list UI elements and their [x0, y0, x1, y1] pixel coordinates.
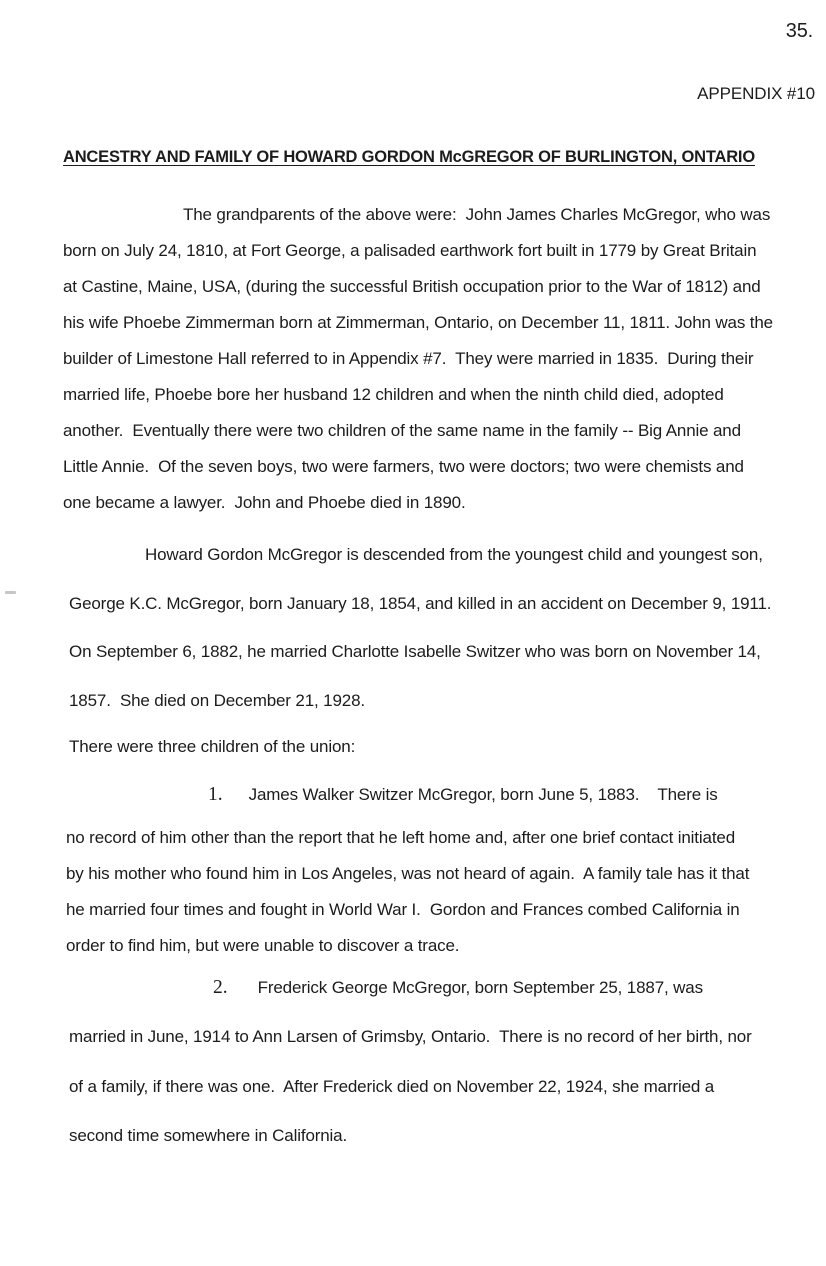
paragraph-howard-descent: [69, 531, 771, 725]
text-line: George K.C. McGregor, born January 18, 1854, and killed in an accident on December 9, 1911.: [69, 593, 772, 613]
list-number-1: 1.: [208, 784, 223, 805]
page-number: 35.: [785, 20, 813, 42]
paragraph-grandparents: [63, 197, 773, 521]
text-line: of a family, if there was one. After Frederick died on November 22, 1924, she married a: [69, 1076, 715, 1096]
child-item-1-body: [66, 820, 749, 964]
text-line: Frederick George McGregor, born September 25, 1887, was: [257, 978, 703, 997]
text-line: at Castine, Maine, USA, (during the successful British occupation prior to the War of 1812) and: [63, 277, 761, 296]
document-title: ANCESTRY AND FAMILY OF HOWARD GORDON McGREGOR OF BURLINGTON, ONTARIO: [63, 148, 755, 166]
text-line: married life, Phoebe bore her husband 12 children and when the ninth child died, adopted: [63, 385, 724, 404]
text-line: by his mother who found him in Los Angeles, was not heard of again. A family tale has it that: [66, 864, 750, 883]
text-line: second time somewhere in California.: [69, 1126, 348, 1145]
text-line: another. Eventually there were two children of the same name in the family -- Big Annie and: [63, 421, 741, 440]
text-line: order to find him, but were unable to discover a trace.: [66, 936, 460, 955]
child-item-2-body: [69, 1012, 752, 1161]
child-item-2-heading: [213, 969, 703, 1007]
scan-artifact-dash: [5, 591, 16, 594]
text-line: he married four times and fought in World War I. Gordon and Frances combed California in: [66, 900, 740, 919]
text-line: On September 6, 1882, he married Charlotte Isabelle Switzer who was born on November 14,: [69, 642, 761, 661]
list-number-2: 2.: [213, 977, 228, 998]
text-line: The grandparents of the above were: John James Charles McGregor, who was: [183, 205, 771, 224]
text-line: builder of Limestone Hall referred to in Appendix #7. They were married in 1835. During their: [63, 349, 754, 368]
text-line: his wife Phoebe Zimmerman born at Zimmerman, Ontario, on December 11, 1811. John was the: [63, 313, 773, 332]
text-line: married in June, 1914 to Ann Larsen of Grimsby, Ontario. There is no record of her birth, nor: [69, 1027, 752, 1046]
text-line: 1857. She died on December 21, 1928.: [69, 690, 365, 710]
text-line: one became a lawyer. John and Phoebe died in 1890.: [63, 493, 466, 512]
text-line: no record of him other than the report that he left home and, after one brief contact initiated: [66, 828, 735, 847]
text-line: James Walker Switzer McGregor, born June 5, 1883. There is: [248, 785, 718, 804]
text-line: Little Annie. Of the seven boys, two were farmers, two were doctors; two were chemists and: [63, 457, 744, 476]
text-line: born on July 24, 1810, at Fort George, a palisaded earthwork fort built in 1779 by Great Britain: [63, 241, 757, 260]
child-item-1-heading: [208, 776, 718, 814]
text-line: Howard Gordon McGregor is descended from the youngest child and youngest son,: [145, 545, 763, 564]
appendix-label: APPENDIX #10: [697, 84, 815, 103]
children-intro-line: There were three children of the union:: [69, 737, 356, 756]
